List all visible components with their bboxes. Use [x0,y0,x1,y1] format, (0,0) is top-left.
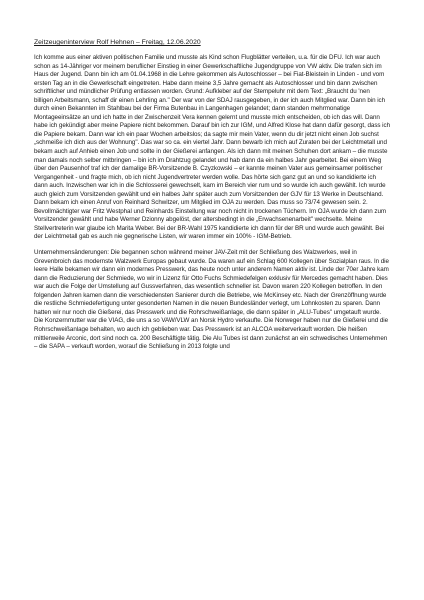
paragraph-company-changes: Unternehmensänderungen: Die begannen schon während meiner JAV-Zeit mit der Schließung des Walzwerkes, weil in Grevenbroich das modernste Walzwerk Europas gebaut wurde. Da waren auf ein Schlag 600 Kollegen über Sozialplan raus. In die leere Halle bekamen wir dann ein modernes Presswerk, das heute noch unter anderem Namen aktiv ist. Linde der 70er Jahre kam dann die Reduzierung der Schmiede, wo wir in Lizenz für Otto Fuchs Schmiedefelgen exklusiv für Mercedes gemacht haben. Dies war auch die Folge der Umstellung auf Gussverfahren, das wesentlich schneller ist. Davon waren 220 Kollegen betroffen. In den folgenden Jahren kamen dann die verschiedensten Sanierer durch die Betriebe, wie McKinsey etc. Nach der Grenzöffnung wurde die restliche Schmiedefertigung unter gesonderten Namen in die neuen Bundesländer verlegt, um Lohnkosten zu sparen. Dann hatten wir nur noch die Gießerei, das Presswerk und die Rohrschweißanlage, die dann später in „ALU-Tubes" umgetauft wurde. Die Konzernmutter war die VIAG, die uns a so VAW/VLW an Norsk Hydro verkaufte. Die Norweger haben nur die Gießerei und die Rohrschweißanlage behalten, wo auch ich geblieben war. Das Presswerk ist an ALCOA weiterverkauft worden. Die heißen mittlerweile Arconic, dort sind noch ca. 200 Beschäftigte tätig. Die Alu Tubes ist dann zunächst an ein schwedisches Unternehmen – die SAPA – verkauft worden, worauf die Schließung in 2013 folgte und [34,249,389,351]
document-page [34,38,390,359]
paragraph-biography: Ich komme aus einer aktiven politischen Familie und musste als Kind schon Flugblätter verteilen, u.a. für die DFU. Ich war auch schon as 14-Jähriger vor meinem beruflicher Einstieg in einer Gewerkschaftliche Jugendgruppe von VW aktiv. Die trafen sich im Haus der Jugend. Dann bin ich am 01.04.1968 in die Lehre gekommen als Autoschlosser – bei Fiat-Bleistein in Linden - und vom ersten Tag an in die Gewerkschaft eingetreten. Habe dann meine 3,5 Jahre gemacht als Autoschlosser und bin dann zwischen schriftlicher und mündlicher Prüfung entlassen worden. Grund: Aufkleber auf der Stempeluhr mit dem Text: „Braucht du 'nen billigen Arbeitsmann, schaff dir einen Lehrling an." Der war von der SDAJ rausgegeben, in der ich auch Mitglied war. Dann bin ich durch einen Bekannten im Stahlbau bei der Firma Butenbau in Langenhagen gelandet; dann standen mehrmonatige Montageeinsätze an und ich hatte in der Zwischenzeit Vera kennen gelernt und musste mich entscheiden, ob ich das will. Dann habe ich gekündigt aber meine Papiere nicht bekommen. Darauf bin ich zur IGM, und Alfred Klose hat dann dafür gesorgt, dass ich die Papiere bekam. Dann war ich ein paar Wochen arbeitslos; da sagte mir mein Vater, wenn du dir jetzt nicht einen Job suchst „schmeiße ich dich aus der Wohnung". Das war so ca. ein viertel Jahr. Dann bewarb ich mich auf Zuraten bei der Leichtmetall und bekam auch auf Anhieb einen Job und sollte in der Gießerei anfangen. Als ich dann mit meinen Schuhen dort ankam – die musste man damals noch selber mitbringen – bin ich im Drahtzug gelandet und hab dann da ein halbes Jahr gearbeitet. Bei einem Weg über den Pausenhof traf ich der damalige BR-Vorsitzende B. Czyzkowski – er kannte meinen Vater aus gemeinsamer politischer Vergangenheit - und fragte mich, ob ich nicht Jugendvertreter werden wolle. Das hörte sich ganz gut an und so kandidierte ich dann auch. Inzwischen war ich in die Schlosserei gewechselt, kam im Bereich vier rum und so wurde ich auch gewählt. Ich wurde auch gleich zum Vorsitzenden gewählt und ein halbes Jahr später auch zum Vorsitzenden der GJV für 13 Werke in Deutschland. Dann bekam ich einen Anruf von Reinhard Schwitzer, um Mitglied im OJA zu werden. Das muss so 73/74 gewesen sein. 2. Bevollmächtigter war Fritz Westphal und Reinhards Einstellung war noch nicht in trockenen Tüchern. Im OJA wurde ich dann zum Vorsitzender gewählt und habe Werner Dzionny abgelöst, der altersbedingt in die „Erwachsenenarbeit" wechselte. Meine Stellvertreterin war glaube ich Marita Weber. Bei der BR-Wahl 1975 kandidierte ich dann für der BR und wurde auch gewählt. Bei der Leichtmetall gab es auch nie gegnerische Listen, wir waren immer ein 100% - IGM-Betrieb. [34,54,391,241]
document-title: Zeitzeugeninterview Rolf Hehnen – Freitag, 12.06.2020 [34,39,201,46]
